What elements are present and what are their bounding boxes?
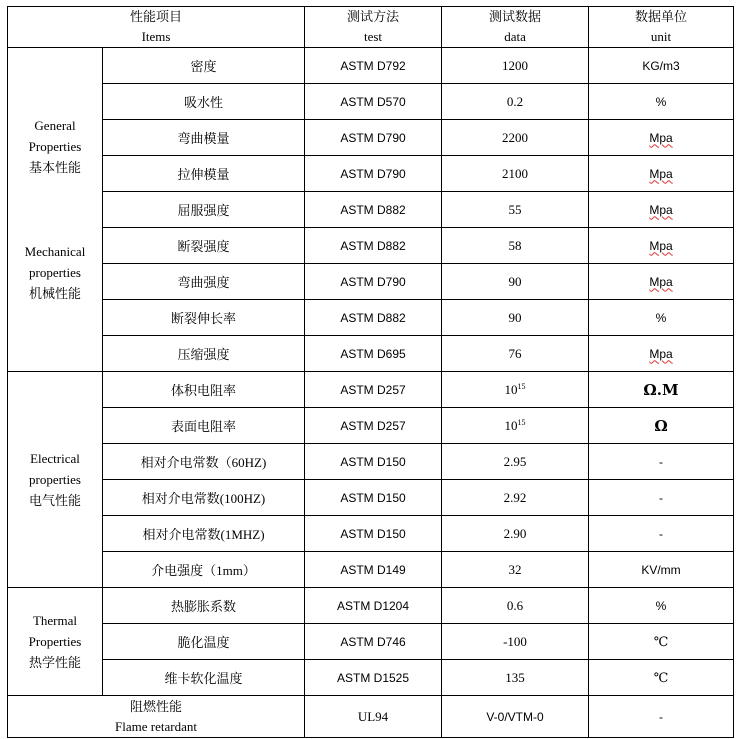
data-value: 1200: [442, 48, 589, 84]
test-method: ASTM D695: [305, 336, 442, 372]
data-value: 2.90: [442, 516, 589, 552]
test-method: ASTM D882: [305, 228, 442, 264]
table-row: [8, 516, 734, 552]
test-method: ASTM D150: [305, 480, 442, 516]
data-value: 0.6: [442, 588, 589, 624]
property-name: 断裂伸长率: [103, 300, 305, 336]
test-method: UL94: [305, 696, 442, 738]
group-thermal: [8, 588, 103, 696]
property-name: 体积电阻率: [103, 372, 305, 408]
data-value: 76: [442, 336, 589, 372]
property-name: 拉伸模量: [103, 156, 305, 192]
data-value: -100: [442, 624, 589, 660]
unit-value: -: [589, 516, 734, 552]
table-row: [8, 192, 734, 228]
unit-value: Ω.M: [589, 372, 734, 408]
test-method: ASTM D1525: [305, 660, 442, 696]
group-electrical-zh: 电气性能: [28, 493, 81, 508]
test-method: ASTM D570: [305, 84, 442, 120]
unit-value: ℃: [589, 660, 734, 696]
flame-label-en: Flame retardant: [115, 718, 197, 734]
unit-value: Mpa: [649, 274, 673, 289]
unit-value: KG/m3: [589, 48, 734, 84]
table-row: [8, 264, 734, 300]
property-name: 压缩强度: [103, 336, 305, 372]
property-name: 维卡软化温度: [103, 660, 305, 696]
test-method: ASTM D790: [305, 156, 442, 192]
test-method: ASTM D150: [305, 516, 442, 552]
flame-label: [8, 696, 305, 738]
group-electrical-en2: properties: [29, 472, 81, 487]
header-data: [442, 7, 589, 48]
property-name: 相对介电常数（60HZ): [103, 444, 305, 480]
unit-value: %: [589, 300, 734, 336]
group-thermal-en1: Thermal: [32, 613, 78, 628]
header-test: [305, 7, 442, 48]
unit-cell: [589, 120, 734, 156]
property-name: 热膨胀系数: [103, 588, 305, 624]
table-row: [8, 444, 734, 480]
group-general-zh: 基本性能: [28, 160, 81, 175]
header-items-en: Items: [141, 29, 171, 44]
header-data-en: data: [504, 29, 526, 44]
group-general-en1: General: [34, 118, 76, 133]
property-name: 表面电阻率: [103, 408, 305, 444]
table-row: [8, 120, 734, 156]
unit-value: -: [589, 696, 734, 738]
table-row: [8, 48, 734, 84]
property-name: 介电强度（1mm）: [103, 552, 305, 588]
group-thermal-zh: 热学性能: [28, 655, 81, 670]
table-row: [8, 480, 734, 516]
unit-value: Mpa: [649, 202, 673, 217]
group-mechanical-en2: properties: [29, 265, 81, 280]
data-value: 2200: [442, 120, 589, 156]
test-method: ASTM D790: [305, 120, 442, 156]
header-items-zh: 性能项目: [130, 9, 183, 24]
data-exponent: 15: [517, 417, 526, 427]
data-exponent: 15: [517, 381, 526, 391]
unit-value: -: [589, 444, 734, 480]
unit-value: KV/mm: [589, 552, 734, 588]
unit-value: Mpa: [649, 166, 673, 181]
test-method: ASTM D149: [305, 552, 442, 588]
test-method: ASTM D150: [305, 444, 442, 480]
property-name: 吸水性: [103, 84, 305, 120]
table-row: [8, 408, 734, 444]
test-method: ASTM D257: [305, 408, 442, 444]
property-name: 弯曲模量: [103, 120, 305, 156]
table-row: [8, 552, 734, 588]
data-value: 32: [442, 552, 589, 588]
data-value: 2.92: [442, 480, 589, 516]
unit-cell: [589, 228, 734, 264]
unit-cell: [589, 264, 734, 300]
test-method: ASTM D790: [305, 264, 442, 300]
data-value: 90: [442, 300, 589, 336]
group-mechanical-zh: 机械性能: [28, 286, 81, 301]
header-row: [8, 7, 734, 48]
table-row: [8, 228, 734, 264]
group-electrical-en1: Electrical: [30, 451, 80, 466]
group-spacer: [8, 178, 102, 241]
data-value: 58: [442, 228, 589, 264]
test-method: ASTM D792: [305, 48, 442, 84]
table-row: [8, 300, 734, 336]
data-value: 0.2: [442, 84, 589, 120]
table-row-flame: [8, 696, 734, 738]
unit-value: %: [589, 588, 734, 624]
data-base: 10: [504, 381, 518, 397]
property-name: 密度: [103, 48, 305, 84]
group-electrical: [8, 372, 103, 588]
table-row: [8, 624, 734, 660]
unit-cell: [589, 336, 734, 372]
table-row: [8, 156, 734, 192]
unit-cell: [589, 192, 734, 228]
header-unit-en: unit: [650, 29, 672, 44]
header-data-zh: 测试数据: [489, 9, 542, 24]
test-method: ASTM D257: [305, 372, 442, 408]
header-unit-zh: 数据单位: [635, 9, 688, 24]
test-method: ASTM D746: [305, 624, 442, 660]
property-name: 脆化温度: [103, 624, 305, 660]
header-test-zh: 测试方法: [347, 9, 400, 24]
header-items: [8, 7, 305, 48]
data-base: 10: [504, 417, 518, 433]
unit-value: Mpa: [649, 130, 673, 145]
test-method: ASTM D882: [305, 192, 442, 228]
unit-value: Mpa: [649, 238, 673, 253]
property-name: 相对介电常数(1MHZ): [103, 516, 305, 552]
data-value: 90: [442, 264, 589, 300]
unit-value: -: [589, 480, 734, 516]
property-name: 断裂强度: [103, 228, 305, 264]
test-method: ASTM D1204: [305, 588, 442, 624]
property-name: 相对介电常数(100HZ): [103, 480, 305, 516]
table-row: [8, 84, 734, 120]
group-general-en2: Properties: [28, 139, 82, 154]
table-row: [8, 372, 734, 408]
flame-label-zh: 阻燃性能: [130, 698, 183, 714]
group-mechanical-en1: Mechanical: [24, 244, 86, 259]
data-value: 2100: [442, 156, 589, 192]
header-test-en: test: [363, 29, 383, 44]
table-row: [8, 336, 734, 372]
test-method: ASTM D882: [305, 300, 442, 336]
group-thermal-en2: Properties: [28, 634, 82, 649]
data-value: [442, 408, 589, 444]
unit-value: Mpa: [649, 346, 673, 361]
unit-value: Ω: [589, 408, 734, 444]
data-value: [442, 372, 589, 408]
header-unit: [589, 7, 734, 48]
data-value: 135: [442, 660, 589, 696]
properties-table: [7, 6, 734, 738]
data-value: 2.95: [442, 444, 589, 480]
table-row: [8, 588, 734, 624]
data-value: 55: [442, 192, 589, 228]
unit-cell: [589, 156, 734, 192]
data-value: V-0/VTM-0: [442, 696, 589, 738]
unit-value: ℃: [589, 624, 734, 660]
property-name: 弯曲强度: [103, 264, 305, 300]
unit-value: %: [589, 84, 734, 120]
group-general-mechanical: [8, 48, 103, 372]
table-row: [8, 660, 734, 696]
property-name: 屈服强度: [103, 192, 305, 228]
